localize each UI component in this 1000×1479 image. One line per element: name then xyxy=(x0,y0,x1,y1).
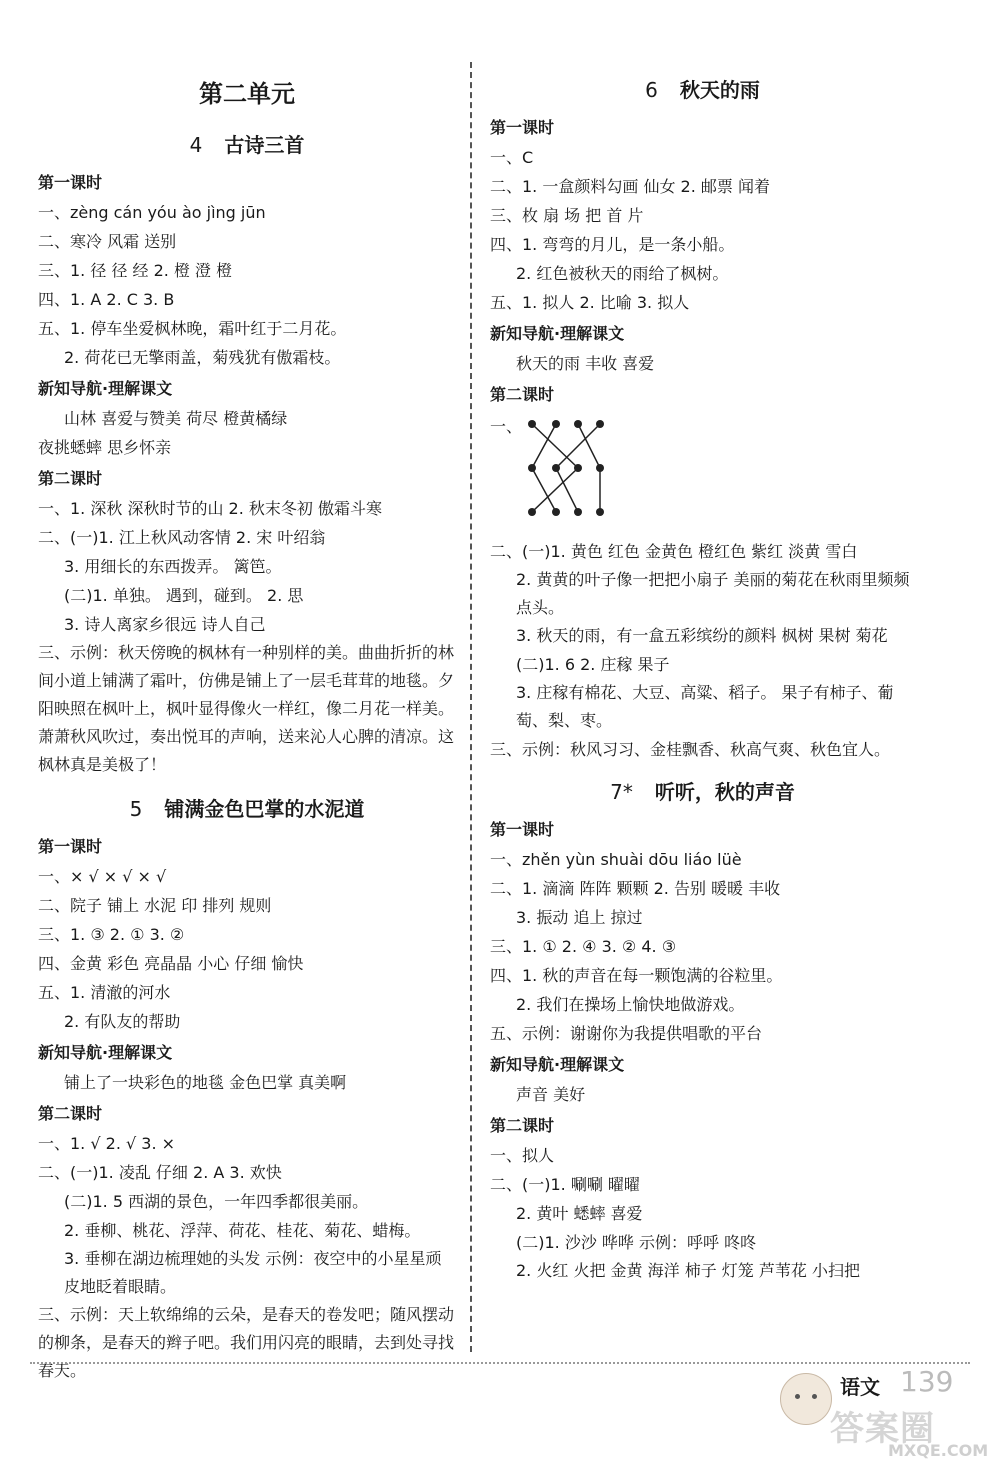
match-dot xyxy=(574,508,582,516)
matching-diagram xyxy=(490,410,915,530)
answer-line: 四、金黄 彩色 亮晶晶 小心 仔细 愉快 xyxy=(38,954,304,973)
matching-label: 一、 xyxy=(490,417,523,436)
match-line xyxy=(532,424,556,468)
answer-line: 五、示例：谢谢你为我提供唱歌的平台 xyxy=(490,1024,763,1043)
answer-line: 五、1. 拟人 2. 比喻 3. 拟人 xyxy=(490,293,690,312)
lesson-number: 4 xyxy=(189,133,203,157)
answer-line: 二、(一)1. 江上秋风动客情 2. 宋 叶绍翁 xyxy=(38,528,326,547)
lesson-6-title xyxy=(490,74,915,103)
answer-line: 二、院子 铺上 水泥 印 排列 规则 xyxy=(38,896,272,915)
answer-line: 一、× √ × √ × √ xyxy=(38,867,167,886)
page-footer xyxy=(780,1365,989,1460)
answer-line: 四、1. 秋的声音在每一颗饱满的谷粒里。 xyxy=(490,966,783,985)
lesson-name: 古诗三首 xyxy=(224,133,305,157)
answer-line: 三、示例：秋风习习、金桂飘香、秋高气爽、秋色宜人。 xyxy=(490,740,891,759)
match-dot xyxy=(596,420,604,428)
answer-line: 三、枚 扇 场 把 首 片 xyxy=(490,206,644,225)
answer-line: 铺上了一块彩色的地毯 金色巴掌 真美啊 xyxy=(64,1073,347,1092)
answer-line: 五、1. 清澈的河水 xyxy=(38,983,171,1002)
section-heading: 第二课时 xyxy=(490,385,555,404)
match-dot xyxy=(528,464,536,472)
answer-line: 秋天的雨 丰收 喜爱 xyxy=(516,354,655,373)
section-heading: 第一课时 xyxy=(490,118,555,137)
lesson-name: 听听，秋的声音 xyxy=(654,780,795,804)
answer-paragraph: 二、(一)1. 黄色 红色 金黄色 橙红色 紫红 淡黄 雪白 xyxy=(490,542,858,561)
match-dot xyxy=(574,420,582,428)
answer-line: 夜挑蟋蟀 思乡怀亲 xyxy=(38,438,172,457)
answer-line: 2. 有队友的帮助 xyxy=(64,1012,181,1031)
section-heading: 新知导航·理解课文 xyxy=(490,1055,625,1074)
answer-paragraph: 3. 垂柳在湖边梳理她的头发 示例：夜空中的小星星顽皮地眨着眼睛。 xyxy=(64,1249,442,1296)
lesson-4-title xyxy=(38,129,456,158)
answer-line: 一、1. √ 2. √ 3. × xyxy=(38,1134,176,1153)
column-divider xyxy=(470,62,472,1352)
answer-line: 三、1. ① 2. ④ 3. ② 4. ③ xyxy=(490,937,677,956)
right-column xyxy=(490,60,915,1285)
match-line xyxy=(532,424,578,468)
answer-line: 一、zèng cán yóu ào jìng jūn xyxy=(38,203,266,222)
lesson-7-title xyxy=(490,776,915,805)
answer-paragraph: 三、示例：天上软绵绵的云朵，是春天的卷发吧；随风摆动的柳条，是春天的辫子吧。我们用闪亮的眼睛，去到处寻找春天。 xyxy=(38,1305,455,1380)
section-heading: 第二课时 xyxy=(38,469,103,488)
lesson-5-title xyxy=(38,793,456,822)
answer-line: 一、1. 深秋 深秋时节的山 2. 秋末冬初 傲霜斗寒 xyxy=(38,499,382,518)
watermark: 答案圈 xyxy=(830,1409,935,1449)
answer-line: 2. 荷花已无擎雨盖，菊残犹有傲霜枝。 xyxy=(64,348,341,367)
section-heading: 第一课时 xyxy=(490,820,555,839)
unit-title: 第二单元 xyxy=(199,80,295,108)
answer-line: 山林 喜爱与赞美 荷尽 橙黄橘绿 xyxy=(64,409,288,428)
match-line xyxy=(556,468,578,512)
answer-line: 三、1. 径 径 经 2. 橙 澄 橙 xyxy=(38,261,233,280)
answer-line: 3. 振动 追上 掠过 xyxy=(516,908,643,927)
section-heading: 第二课时 xyxy=(490,1116,555,1135)
match-dot xyxy=(574,464,582,472)
lesson-name: 铺满金色巴掌的水泥道 xyxy=(164,797,365,821)
answer-line: 四、1. 弯弯的月儿，是一条小船。 xyxy=(490,235,735,254)
left-column xyxy=(38,60,456,1385)
answer-line: 五、1. 停车坐爱枫林晚，霜叶红于二月花。 xyxy=(38,319,347,338)
answer-line: 2. 我们在操场上愉快地做游戏。 xyxy=(516,995,745,1014)
match-dot xyxy=(552,464,560,472)
match-line xyxy=(532,468,578,512)
lesson-number: 5 xyxy=(129,797,143,821)
lesson-number: 6 xyxy=(645,78,658,102)
answer-line: 一、拟人 xyxy=(490,1146,555,1165)
answer-line: 二、(一)1. 唰唰 曜曜 xyxy=(490,1175,640,1194)
answer-line: 3. 诗人离家乡很远 诗人自己 xyxy=(64,615,266,634)
answer-line: 2. 红色被秋天的雨给了枫树。 xyxy=(516,264,729,283)
answer-line: 二、1. 滴滴 阵阵 颗颗 2. 告别 暖暖 丰收 xyxy=(490,879,781,898)
answer-paragraph: 3. 秋天的雨，有一盒五彩缤纷的颜料 枫树 果树 菊花 xyxy=(516,626,888,645)
answer-line: (二)1. 6 2. 庄稼 果子 xyxy=(516,655,670,674)
answer-line: (二)1. 单独。 遇到，碰到。 2. 思 xyxy=(64,586,304,605)
match-dot xyxy=(596,508,604,516)
answer-line: 二、(一)1. 凌乱 仔细 2. A 3. 欢快 xyxy=(38,1163,282,1182)
match-dot xyxy=(552,420,560,428)
answer-line: (二)1. 5 西湖的景色，一年四季都很美丽。 xyxy=(64,1192,369,1211)
answer-line: 二、1. 一盒颜料勾画 仙女 2. 邮票 闻着 xyxy=(490,177,770,196)
watermark-url: MXQE.COM xyxy=(888,1441,989,1460)
answer-paragraph: 2. 火红 火把 金黄 海洋 柿子 灯笼 芦苇花 小扫把 xyxy=(516,1261,860,1280)
answer-line: (二)1. 沙沙 哗哗 示例：呼呼 咚咚 xyxy=(516,1233,757,1252)
matching-lines-figure xyxy=(520,410,630,528)
section-heading: 新知导航·理解课文 xyxy=(38,379,173,398)
match-line xyxy=(578,424,600,468)
section-heading: 第一课时 xyxy=(38,173,103,192)
answer-paragraph: 2. 黄黄的叶子像一把把小扇子 美丽的菊花在秋雨里频频点头。 xyxy=(516,570,910,617)
page-number: 139 xyxy=(900,1365,954,1398)
section-heading: 新知导航·理解课文 xyxy=(490,324,625,343)
match-line xyxy=(532,468,556,512)
answer-line: 声音 美好 xyxy=(516,1085,586,1104)
answer-line: 2. 垂柳、桃花、浮萍、荷花、桂花、菊花、蜡梅。 xyxy=(64,1221,421,1240)
subject-label: 语文 xyxy=(840,1375,880,1399)
answer-line: 一、zhěn yùn shuài dōu liáo lüè xyxy=(490,850,742,869)
lesson-name: 秋天的雨 xyxy=(679,78,760,102)
match-dot xyxy=(552,508,560,516)
match-dot xyxy=(528,420,536,428)
answer-paragraph: 3. 庄稼有棉花、大豆、高粱、稻子。 果子有柿子、葡萄、梨、枣。 xyxy=(516,683,894,730)
cartoon-face-icon xyxy=(780,1373,832,1425)
answer-line: 2. 黄叶 蟋蟀 喜爱 xyxy=(516,1204,643,1223)
match-dot xyxy=(528,508,536,516)
answer-line: 3. 用细长的东西拨弄。 篱笆。 xyxy=(64,557,282,576)
section-heading: 第二课时 xyxy=(38,1104,103,1123)
section-heading: 第一课时 xyxy=(38,837,103,856)
match-dot xyxy=(596,464,604,472)
answer-line: 三、1. ③ 2. ① 3. ② xyxy=(38,925,185,944)
match-line xyxy=(556,424,600,468)
answer-line: 四、1. A 2. C 3. B xyxy=(38,290,175,309)
answer-line: 一、C xyxy=(490,148,534,167)
answer-line: 二、寒冷 风霜 送别 xyxy=(38,232,177,251)
footer-divider xyxy=(30,1362,970,1364)
section-heading: 新知导航·理解课文 xyxy=(38,1043,173,1062)
answer-paragraph: 三、示例：秋天傍晚的枫林有一种别样的美。曲曲折折的林间小道上铺满了霜叶，仿佛是铺上了一层毛茸茸的地毯。夕阳映照在枫叶上，枫叶显得像火一样红，像二月花一样美。萧萧秋风吹过，奏出悦耳的声响，送来沁人心脾的清凉。这枫林真是美极了！ xyxy=(38,643,455,774)
lesson-number: 7* xyxy=(610,780,633,804)
